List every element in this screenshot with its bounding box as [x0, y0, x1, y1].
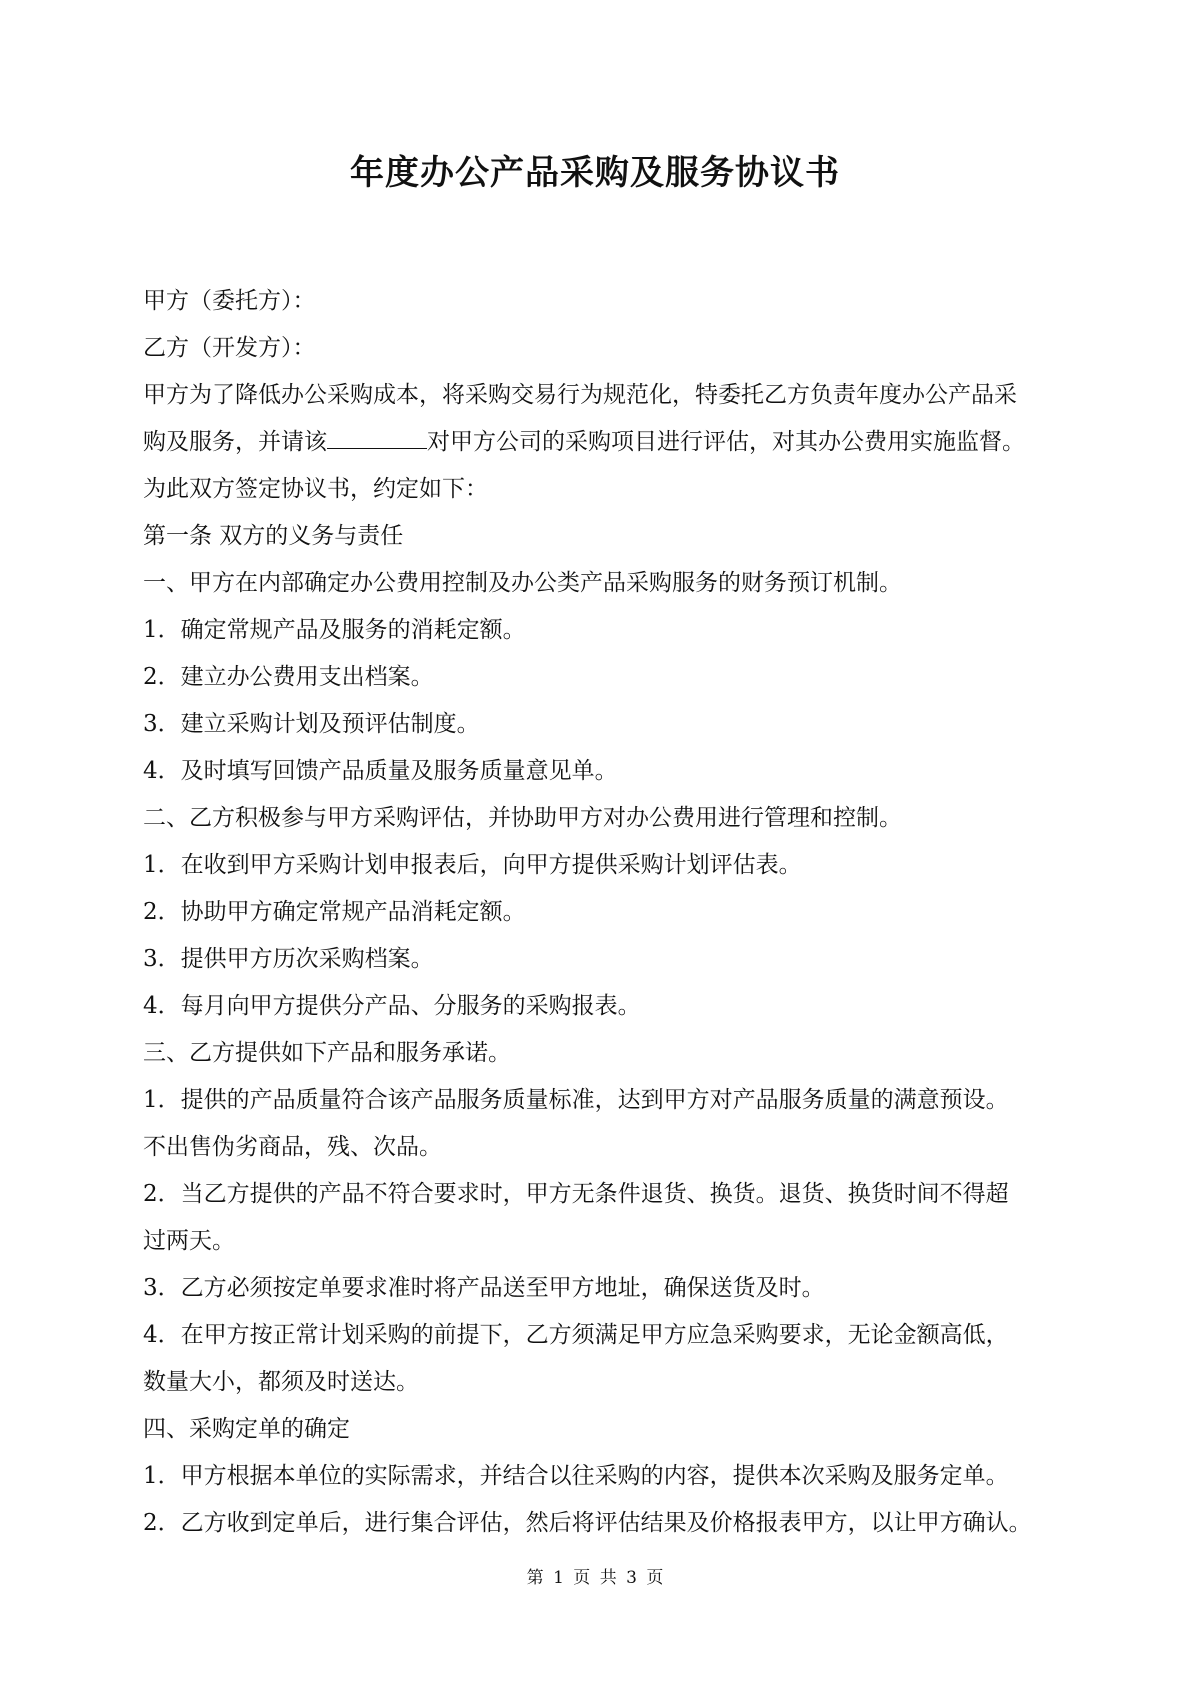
intro-line-2 [143, 419, 1063, 466]
document-body [143, 278, 1063, 1547]
section-4-heading: 四、采购定单的确定 [143, 1416, 350, 1442]
section-3-line: 2．当乙方提供的产品不符合要求时，甲方无条件退货、换货。退货、换货时间不得超 [143, 1181, 1009, 1207]
section-2-heading: 二、乙方积极参与甲方采购评估，并协助甲方对办公费用进行管理和控制。 [143, 805, 902, 831]
party-a-line: 甲方（委托方）： [143, 288, 316, 314]
section-4-item: 2．乙方收到定单后，进行集合评估，然后将评估结果及价格报表甲方，以让甲方确认。 [143, 1510, 1032, 1536]
section-2-item: 2．协助甲方确定常规产品消耗定额。 [143, 899, 526, 925]
section-3-line: 数量大小，都须及时送达。 [143, 1369, 419, 1395]
intro-line-2-post: 对甲方公司的采购项目进行评估，对其办公费用实施监督。 [427, 429, 1025, 455]
article-1-heading: 第一条 双方的义务与责任 [143, 523, 404, 549]
section-4-item: 1．甲方根据本单位的实际需求，并结合以往采购的内容，提供本次采购及服务定单。 [143, 1463, 1009, 1489]
section-3-heading: 三、乙方提供如下产品和服务承诺。 [143, 1040, 511, 1066]
section-2-item: 4．每月向甲方提供分产品、分服务的采购报表。 [143, 993, 641, 1019]
section-1-item: 1．确定常规产品及服务的消耗定额。 [143, 617, 526, 643]
party-b-line: 乙方（开发方）： [143, 335, 316, 361]
section-1-item: 2．建立办公费用支出档案。 [143, 664, 434, 690]
section-2-item: 1．在收到甲方采购计划申报表后，向甲方提供采购计划评估表。 [143, 852, 802, 878]
intro-line-1: 甲方为了降低办公采购成本，将采购交易行为规范化，特委托乙方负责年度办公产品采 [143, 382, 1017, 408]
section-3-line: 不出售伪劣商品，残、次品。 [143, 1134, 442, 1160]
section-3-line: 3．乙方必须按定单要求准时将产品送至甲方地址，确保送货及时。 [143, 1275, 825, 1301]
section-1-item: 4．及时填写回馈产品质量及服务质量意见单。 [143, 758, 618, 784]
section-1-item: 3．建立采购计划及预评估制度。 [143, 711, 480, 737]
intro-line-2-pre: 购及服务，并请该 [143, 429, 327, 455]
section-3-line: 4．在甲方按正常计划采购的前提下，乙方须满足甲方应急采购要求，无论金额高低， [143, 1322, 1009, 1348]
document-title: 年度办公产品采购及服务协议书 [350, 153, 840, 193]
section-3-line: 过两天。 [143, 1228, 235, 1254]
section-3-line: 1．提供的产品质量符合该产品服务质量标准，达到甲方对产品服务质量的满意预设。 [143, 1087, 1009, 1113]
section-1-heading: 一、甲方在内部确定办公费用控制及办公类产品采购服务的财务预订机制。 [143, 570, 902, 596]
section-2-item: 3．提供甲方历次采购档案。 [143, 946, 434, 972]
fill-in-blank [327, 426, 427, 449]
page-footer: 第 1 页 共 3 页 [526, 1568, 664, 1588]
intro-line-3: 为此双方签定协议书，约定如下： [143, 476, 488, 502]
